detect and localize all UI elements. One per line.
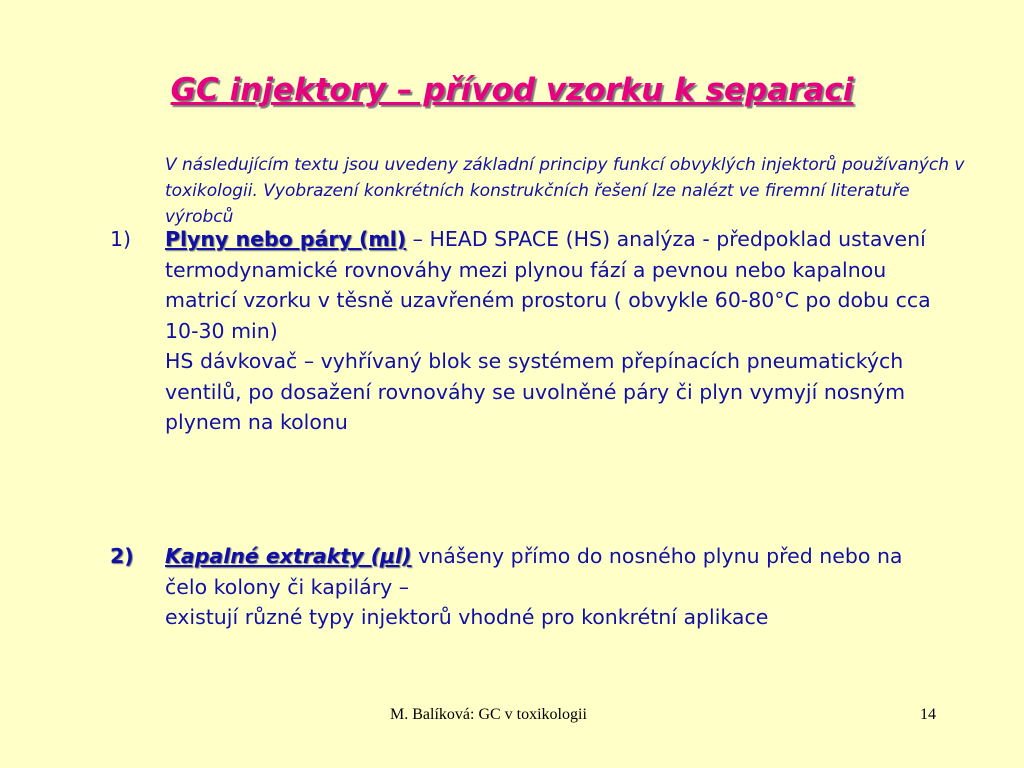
list-item-text-2: HS dávkovač – vyhřívaný blok se systémem přepínacích pneumatických ventilů, po dosažení rovnováhy se uvolněné páry či plyn vymyjí nosným plynem na kolonu [165,349,906,434]
page-number: 14 [920,706,936,723]
list-item-heading: Plyny nebo páry (ml) [165,227,407,251]
list-item-number: 1) [110,227,132,251]
list-item-heading: Kapalné extrakty (µl) [165,544,412,568]
footer-author: M. Balíková: GC v toxikologii [390,706,587,723]
list-item-text: vnášeny přímo do nosného plynu před nebo na čelo kolony či kapiláry – [165,544,903,599]
list-item-text-2: existují různé typy injektorů vhodné pro konkrétní aplikace [165,605,769,629]
list-item-body [165,541,940,633]
intro-paragraph: V následujícím textu jsou uvedeny základní principy funkcí obvyklých injektorů používaných v toxikologii. Vyobrazení konkrétních konstrukčních řešení lze nalézt ve firemní literatuře výrobců [165,155,965,227]
list-item-number: 2) [110,544,134,568]
list-item-2 [110,541,940,633]
list-item-text: – HEAD SPACE (HS) analýza - předpoklad ustavení termodynamické rovnováhy mezi plynou fází a pevnou nebo kapalnou matricí vzorku v těsně uzavřeném prostoru ( obvykle 60-80°C po dobu cca 10-30 min) [165,227,931,343]
slide-title [0,72,1024,108]
list-item-1 [110,224,940,438]
list-item-body [165,224,940,438]
slide-title-text: GC injektory – přívod vzorku k separaci [170,72,854,108]
